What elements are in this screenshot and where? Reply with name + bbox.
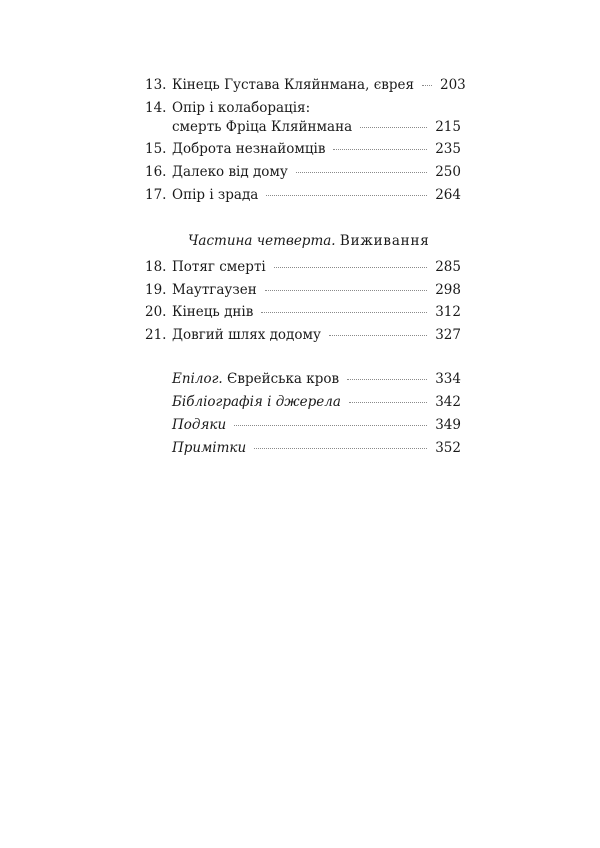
dot-leader <box>347 378 427 380</box>
page-number: 235 <box>435 141 461 157</box>
dot-leader <box>274 266 427 268</box>
dot-leader <box>265 289 428 291</box>
dot-leader <box>254 447 427 449</box>
chapter-title: Далеко від дому <box>172 164 288 180</box>
dot-leader <box>318 108 453 109</box>
toc-entry-14-line-2 <box>172 118 461 136</box>
entry-label: Епілог. <box>172 371 223 387</box>
chapter-title: Потяг смерті <box>172 259 266 275</box>
dot-leader <box>234 424 427 426</box>
entry-name: Єврейська кров <box>227 371 340 387</box>
toc-entry-19 <box>145 281 461 299</box>
entry-title: Подяки <box>172 417 227 433</box>
dot-leader <box>329 334 427 336</box>
chapter-title: Доброта незнайомців <box>172 141 326 157</box>
dot-leader <box>261 311 427 313</box>
toc-entry-13 <box>145 76 466 94</box>
toc-entry-bibliography <box>172 393 461 411</box>
page-number: 349 <box>435 417 461 433</box>
page-number: 327 <box>435 327 461 343</box>
chapter-title: Маутгаузен <box>172 282 257 298</box>
chapter-title: Довгий шлях додому <box>172 327 321 343</box>
page-number: 298 <box>435 282 461 298</box>
toc-entry-15 <box>145 140 461 158</box>
chapter-number: 14. <box>145 100 167 116</box>
dot-leader <box>349 401 427 403</box>
toc-entry-notes <box>172 439 461 457</box>
part-heading <box>188 232 430 250</box>
toc-entry-21 <box>145 326 461 344</box>
dot-leader <box>360 126 427 128</box>
entry-title: Примітки <box>172 440 247 456</box>
dot-leader <box>333 148 427 150</box>
page-number: 203 <box>440 77 466 93</box>
page-number: 264 <box>435 187 461 203</box>
chapter-number: 13. <box>145 77 167 93</box>
chapter-number: 19. <box>145 282 167 298</box>
toc-entry-epilogue <box>172 370 461 388</box>
chapter-title: Опір і колаборація: <box>172 100 311 116</box>
page-number: 312 <box>435 304 461 320</box>
page-number: 342 <box>435 394 461 410</box>
chapter-title: Кінець днів <box>172 304 254 320</box>
part-name: Виживання <box>339 233 430 249</box>
chapter-number: 17. <box>145 187 167 203</box>
toc-entry-20 <box>145 303 461 321</box>
chapter-number: 20. <box>145 304 167 320</box>
entry-title: Бібліографія і джерела <box>172 394 341 410</box>
page-number: 285 <box>435 259 461 275</box>
dot-leader <box>266 194 427 196</box>
page-number: 334 <box>435 371 461 387</box>
chapter-number: 15. <box>145 141 167 157</box>
toc-entry-17 <box>145 186 461 204</box>
chapter-number: 16. <box>145 164 167 180</box>
page-number: 352 <box>435 440 461 456</box>
part-label: Частина четверта. <box>188 233 336 249</box>
dot-leader <box>422 84 432 86</box>
page-number: 215 <box>435 119 461 135</box>
toc-entry-16 <box>145 163 461 181</box>
entry-title <box>172 370 339 388</box>
page-number: 250 <box>435 164 461 180</box>
toc-entry-acknowledgements <box>172 416 461 434</box>
toc-entry-14-line-1 <box>145 99 461 117</box>
chapter-title: смерть Фріца Кляйнмана <box>172 119 353 135</box>
chapter-title: Опір і зрада <box>172 187 259 203</box>
dot-leader <box>296 171 427 173</box>
toc-entry-18 <box>145 258 461 276</box>
chapter-title: Кінець Густава Кляйнмана, єврея <box>172 77 414 93</box>
chapter-number: 21. <box>145 327 167 343</box>
chapter-number: 18. <box>145 259 167 275</box>
